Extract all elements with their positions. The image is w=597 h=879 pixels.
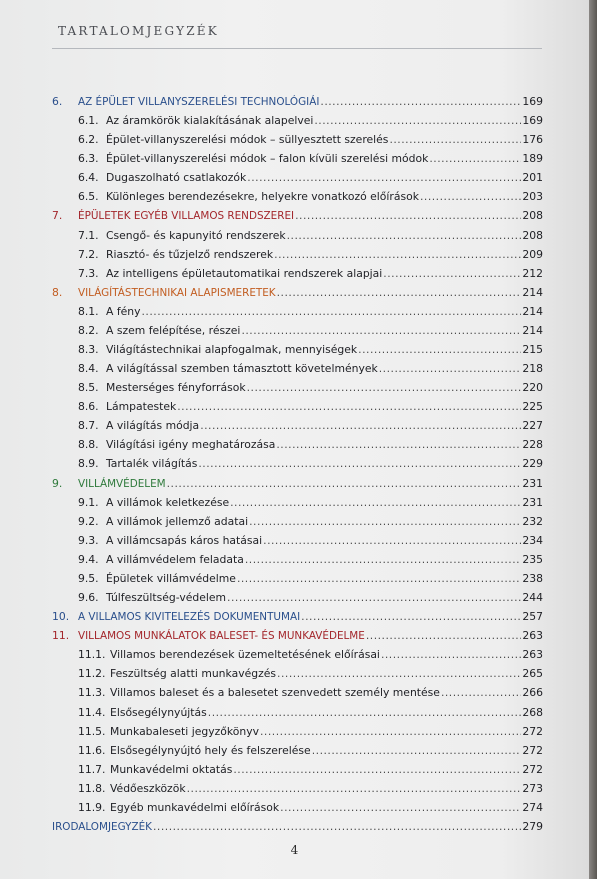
- toc-page-number: 227: [522, 419, 543, 433]
- toc-entry-number: 10.: [52, 610, 70, 624]
- toc-section-entry: [52, 515, 543, 534]
- toc-entry-number: 8.1.: [78, 304, 99, 318]
- toc-entry-number: 6.2.: [78, 133, 99, 147]
- toc-section-entry: [52, 190, 543, 209]
- toc-entry-number: 6.4.: [78, 171, 99, 185]
- toc-leader-dots: [379, 362, 522, 375]
- toc-leader-dots: [177, 400, 521, 413]
- toc-entry-title: ÉPÜLETEK EGYÉB VILLAMOS RENDSZEREI: [78, 210, 295, 223]
- toc-leader-dots: [320, 95, 521, 108]
- toc-leader-dots: [381, 648, 521, 661]
- toc-entry-title: Feszültség alatti munkavégzés: [110, 667, 277, 681]
- toc-leader-dots: [429, 152, 521, 165]
- toc-section-entry: [52, 133, 543, 152]
- toc-page-number: 266: [522, 686, 543, 700]
- toc-entry-title: VILÁGÍTÁSTECHNIKAI ALAPISMERETEK: [78, 286, 276, 299]
- toc-page-number: 263: [522, 629, 543, 643]
- toc-entry-number: 11.3.: [78, 686, 106, 700]
- toc-page-number: 272: [522, 762, 543, 776]
- toc-entry-number: 6.1.: [78, 114, 99, 128]
- toc-page-number: 214: [522, 285, 543, 299]
- toc-page-number: 228: [522, 438, 543, 452]
- toc-section-entry: [52, 667, 543, 686]
- toc-leader-dots: [237, 572, 521, 585]
- toc-page-number: 176: [522, 133, 543, 147]
- toc-entry-title: A villámok keletkezése: [106, 495, 230, 509]
- toc-page-number: 273: [522, 781, 543, 795]
- toc-leader-dots: [280, 801, 521, 814]
- toc-entry-title: Csengő- és kapunyitó rendszerek: [106, 228, 286, 242]
- toc-chapter-entry: [52, 820, 543, 839]
- page-number: 4: [290, 843, 299, 857]
- toc-section-entry: [52, 248, 543, 267]
- toc-section-entry: [52, 782, 543, 801]
- toc-section-entry: [52, 591, 543, 610]
- toc-entry-title: VILLAMOS MUNKÁLATOK BALESET- ÉS MUNKAVÉDELME: [78, 630, 365, 643]
- toc-leader-dots: [200, 419, 521, 432]
- toc-entry-title: A világítással szemben támasztott követelmények: [106, 362, 378, 376]
- toc-section-entry: [52, 534, 543, 553]
- toc-leader-dots: [366, 629, 522, 642]
- table-of-contents: [52, 95, 543, 839]
- toc-entry-number: 8.7.: [78, 419, 99, 433]
- toc-section-entry: [52, 553, 543, 572]
- toc-entry-number: 9.: [52, 476, 63, 490]
- toc-page-number: 229: [522, 457, 543, 471]
- toc-entry-title: IRODALOMJEGYZÉK: [52, 820, 152, 833]
- toc-chapter-entry: [52, 95, 543, 114]
- toc-leader-dots: [312, 744, 522, 757]
- toc-entry-title: Épület-villanyszerelési módok – süllyesztett szerelés: [106, 133, 389, 147]
- toc-page-number: 218: [522, 362, 543, 376]
- toc-entry-title: A világítás módja: [106, 419, 200, 433]
- toc-entry-title: A VILLAMOS KIVITELEZÉS DOKUMENTUMAI: [78, 611, 301, 624]
- toc-page-number: 272: [522, 724, 543, 738]
- toc-leader-dots: [276, 438, 521, 451]
- toc-entry-number: 11.6.: [78, 743, 106, 757]
- toc-entry-number: 11.1.: [78, 648, 106, 662]
- toc-entry-title: Elsősegélynyújtó hely és felszerelése: [110, 743, 311, 757]
- toc-entry-number: 8.3.: [78, 343, 99, 357]
- toc-leader-dots: [245, 553, 522, 566]
- toc-entry-number: 7.2.: [78, 247, 99, 261]
- toc-page-number: 215: [522, 343, 543, 357]
- toc-page-number: 235: [522, 552, 543, 566]
- toc-section-entry: [52, 343, 543, 362]
- toc-entry-title: Világítási igény meghatározása: [106, 438, 276, 452]
- toc-entry-title: A villámcsapás káros hatásai: [106, 533, 263, 547]
- toc-chapter-entry: [52, 477, 543, 496]
- toc-section-entry: [52, 706, 543, 725]
- toc-page-number: 244: [522, 591, 543, 605]
- toc-entry-title: Mesterséges fényforrások: [106, 381, 246, 395]
- toc-section-entry: [52, 648, 543, 667]
- toc-leader-dots: [167, 477, 522, 490]
- toc-leader-dots: [142, 305, 522, 318]
- toc-entry-title: Villamos baleset és a balesetet szenvedett személy mentése: [110, 686, 440, 700]
- toc-leader-dots: [274, 248, 521, 261]
- toc-entry-title: Riasztó- és tűzjelző rendszerek: [106, 247, 274, 261]
- toc-page-number: 272: [522, 743, 543, 757]
- toc-chapter-entry: [52, 209, 543, 228]
- toc-entry-number: 7.1.: [78, 228, 99, 242]
- toc-section-entry: [52, 496, 543, 515]
- toc-chapter-entry: [52, 629, 543, 648]
- toc-page-number: 169: [522, 95, 543, 108]
- toc-page-number: 208: [522, 209, 543, 223]
- toc-page-number: 274: [522, 800, 543, 814]
- toc-entry-number: 8.9.: [78, 457, 99, 471]
- toc-entry-title: A villámvédelem feladata: [106, 552, 244, 566]
- toc-page-number: 225: [522, 400, 543, 414]
- toc-chapter-entry: [52, 286, 543, 305]
- toc-page-number: 231: [522, 476, 543, 490]
- page-header: TARTALOMJEGYZÉK: [58, 24, 219, 38]
- toc-entry-number: 6.3.: [78, 152, 99, 166]
- toc-section-entry: [52, 801, 543, 820]
- toc-section-entry: [52, 381, 543, 400]
- toc-entry-number: 8.8.: [78, 438, 99, 452]
- toc-entry-title: Tartalék világítás: [106, 457, 198, 471]
- toc-leader-dots: [277, 667, 521, 680]
- toc-page-number: 169: [522, 114, 543, 128]
- toc-leader-dots: [198, 457, 521, 470]
- toc-entry-number: 9.3.: [78, 533, 99, 547]
- toc-entry-number: 9.5.: [78, 571, 99, 585]
- toc-entry-title: Különleges berendezésekre, helyekre vonatkozó előírások: [106, 190, 419, 204]
- toc-entry-number: 7.: [52, 209, 63, 223]
- toc-entry-number: 9.1.: [78, 495, 99, 509]
- toc-entry-number: 9.4.: [78, 552, 99, 566]
- toc-entry-number: 7.3.: [78, 266, 99, 280]
- toc-section-entry: [52, 152, 543, 171]
- toc-entry-number: 11.8.: [78, 781, 106, 795]
- toc-section-entry: [52, 229, 543, 248]
- toc-leader-dots: [358, 343, 521, 356]
- toc-leader-dots: [260, 725, 521, 738]
- toc-leader-dots: [295, 209, 521, 222]
- header-rule: [52, 48, 542, 49]
- toc-entry-title: Egyéb munkavédelmi előírások: [110, 800, 280, 814]
- toc-entry-title: Elsősegélynyújtás: [110, 705, 207, 719]
- toc-page-number: 232: [522, 514, 543, 528]
- toc-page-number: 189: [522, 152, 543, 166]
- toc-entry-title: A villámok jellemző adatai: [106, 514, 249, 528]
- toc-leader-dots: [247, 171, 521, 184]
- toc-leader-dots: [208, 706, 522, 719]
- toc-leader-dots: [301, 610, 521, 623]
- toc-leader-dots: [227, 591, 521, 604]
- toc-page-number: 203: [522, 190, 543, 204]
- toc-entry-number: 8.5.: [78, 381, 99, 395]
- book-edge: [589, 0, 597, 879]
- toc-section-entry: [52, 267, 543, 286]
- toc-entry-title: Az intelligens épületautomatikai rendszerek alapjai: [106, 266, 383, 280]
- toc-section-entry: [52, 305, 543, 324]
- toc-page-number: 220: [522, 381, 543, 395]
- toc-entry-number: 11.4.: [78, 705, 106, 719]
- toc-leader-dots: [277, 286, 522, 299]
- toc-entry-title: Túlfeszültség-védelem: [106, 591, 227, 605]
- toc-page-number: 268: [522, 705, 543, 719]
- toc-leader-dots: [241, 324, 521, 337]
- toc-entry-title: Dugaszolható csatlakozók: [106, 171, 247, 185]
- toc-page-number: 234: [522, 533, 543, 547]
- toc-entry-title: Villamos berendezések üzemeltetésének előírásai: [110, 648, 380, 662]
- toc-section-entry: [52, 686, 543, 705]
- toc-leader-dots: [420, 190, 521, 203]
- toc-page-number: 214: [522, 304, 543, 318]
- toc-leader-dots: [287, 229, 522, 242]
- toc-page-number: 279: [522, 819, 543, 833]
- toc-page-number: 212: [522, 266, 543, 280]
- toc-leader-dots: [383, 267, 521, 280]
- toc-page-number: 231: [522, 495, 543, 509]
- toc-entry-title: Lámpatestek: [106, 400, 177, 414]
- toc-entry-title: Világítástechnikai alapfogalmak, mennyiségek: [106, 343, 358, 357]
- toc-leader-dots: [233, 763, 521, 776]
- toc-entry-title: A fény: [106, 304, 141, 318]
- toc-section-entry: [52, 171, 543, 190]
- toc-entry-number: 8.: [52, 285, 63, 299]
- toc-leader-dots: [314, 114, 521, 127]
- toc-section-entry: [52, 362, 543, 381]
- toc-entry-number: 11.: [52, 629, 70, 643]
- toc-section-entry: [52, 114, 543, 133]
- toc-page-number: 257: [522, 610, 543, 624]
- toc-leader-dots: [249, 515, 521, 528]
- toc-section-entry: [52, 324, 543, 343]
- toc-section-entry: [52, 763, 543, 782]
- toc-section-entry: [52, 438, 543, 457]
- toc-leader-dots: [230, 496, 521, 509]
- toc-section-entry: [52, 572, 543, 591]
- toc-page-number: 265: [522, 667, 543, 681]
- toc-entry-title: Épületek villámvédelme: [106, 571, 236, 585]
- toc-entry-number: 11.2.: [78, 667, 106, 681]
- toc-leader-dots: [441, 686, 521, 699]
- toc-leader-dots: [187, 782, 522, 795]
- toc-section-entry: [52, 400, 543, 419]
- toc-page-number: 208: [522, 228, 543, 242]
- toc-chapter-entry: [52, 610, 543, 629]
- toc-entry-title: Munkavédelmi oktatás: [110, 762, 233, 776]
- toc-entry-title: AZ ÉPÜLET VILLANYSZERELÉSI TECHNOLÓGIÁI: [78, 96, 320, 108]
- toc-page-number: 238: [522, 571, 543, 585]
- toc-page-number: 209: [522, 247, 543, 261]
- toc-entry-number: 8.2.: [78, 323, 99, 337]
- toc-page-number: 214: [522, 323, 543, 337]
- toc-entry-title: A szem felépítése, részei: [106, 323, 241, 337]
- toc-leader-dots: [263, 534, 521, 547]
- toc-entry-number: 11.9.: [78, 800, 106, 814]
- toc-entry-number: 8.4.: [78, 362, 99, 376]
- toc-section-entry: [52, 457, 543, 476]
- toc-entry-number: 8.6.: [78, 400, 99, 414]
- toc-entry-number: 9.6.: [78, 591, 99, 605]
- toc-entry-number: 6.: [52, 95, 63, 108]
- toc-entry-number: 9.2.: [78, 514, 99, 528]
- toc-leader-dots: [389, 133, 521, 146]
- toc-entry-number: 11.5.: [78, 724, 106, 738]
- toc-entry-number: 6.5.: [78, 190, 99, 204]
- toc-entry-title: Munkabaleseti jegyzőkönyv: [110, 724, 259, 738]
- toc-page-number: 201: [522, 171, 543, 185]
- toc-leader-dots: [247, 381, 522, 394]
- toc-entry-title: VILLÁMVÉDELEM: [78, 477, 166, 490]
- toc-section-entry: [52, 744, 543, 763]
- toc-page-number: 263: [522, 648, 543, 662]
- toc-leader-dots: [153, 820, 521, 833]
- toc-section-entry: [52, 725, 543, 744]
- toc-section-entry: [52, 419, 543, 438]
- toc-entry-title: Épület-villanyszerelési módok – falon kívüli szerelési módok: [106, 152, 429, 166]
- toc-entry-title: Védőeszközök: [110, 781, 186, 795]
- toc-entry-title: Az áramkörök kialakításának alapelvei: [106, 114, 314, 128]
- toc-entry-number: 11.7.: [78, 762, 106, 776]
